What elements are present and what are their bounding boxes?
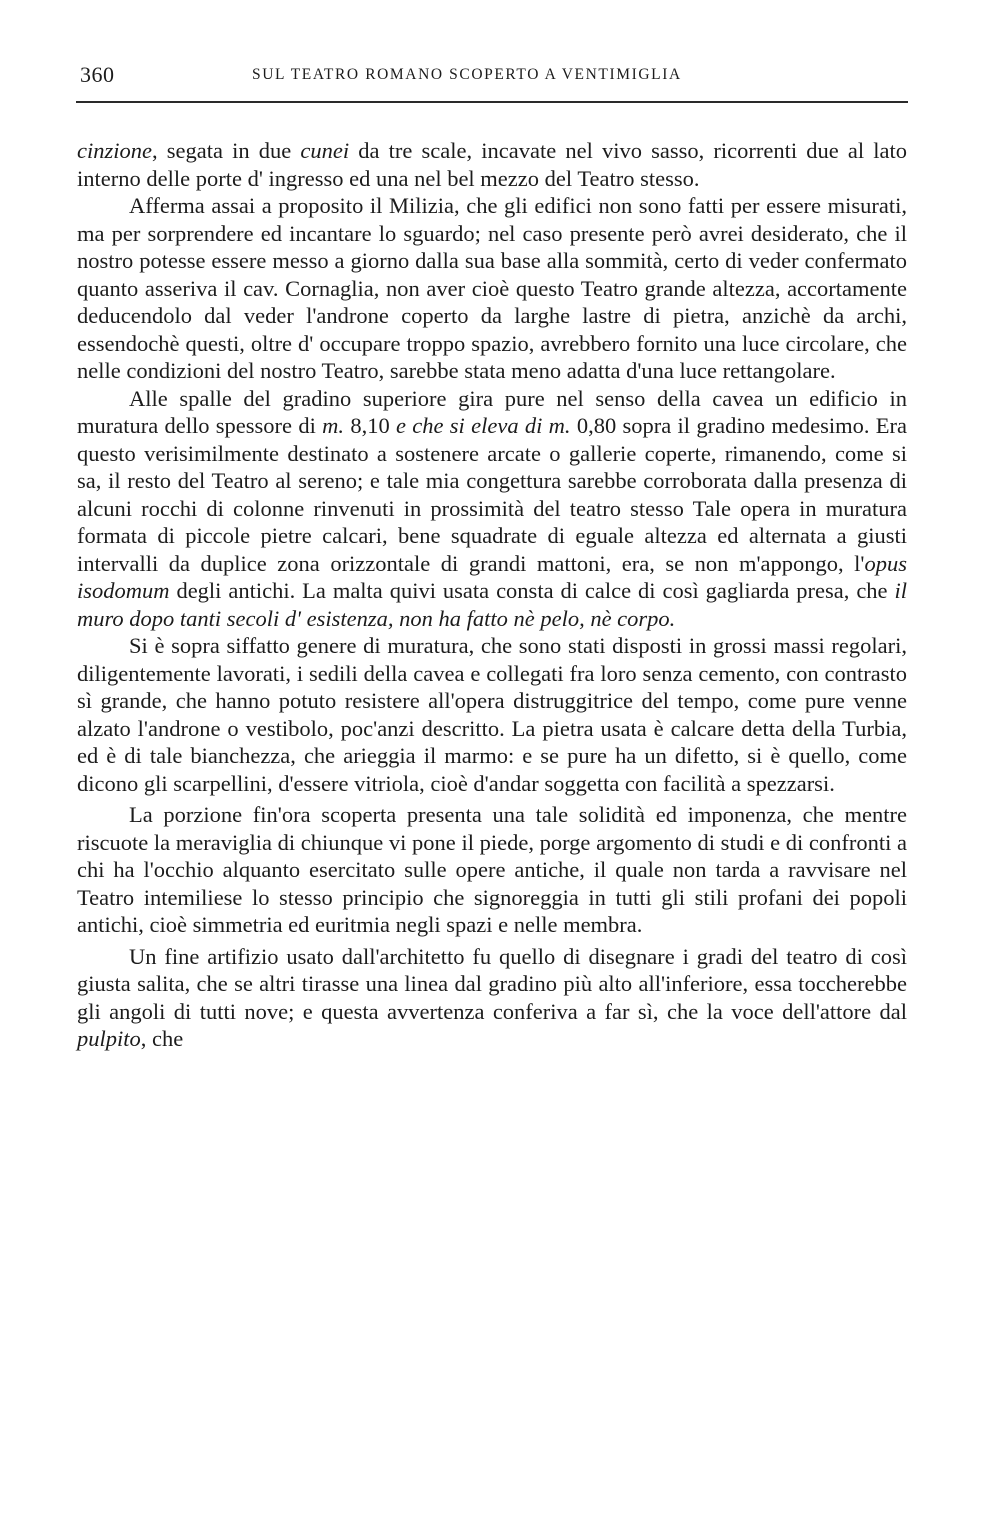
text-run: La porzione fin'ora scoperta presenta una tale solidità ed imponenza, che mentre riscuote la meraviglia di chiunque vi pone il piede, porge argomento di studi e di confronti a chi ha l'occhio alquanto esercitato sulle opere antiche, il quale non tarda a ravvisare nel Teatro intemiliese lo stesso principio che signoreggia in tutti gli stili profani dei popoli antichi, cioè simmetria ed euritmia negli spazi e nelle membra. — [77, 802, 907, 937]
paragraph — [77, 943, 907, 1053]
header-rule — [76, 101, 908, 103]
page-number: 360 — [80, 62, 115, 87]
italic-text: cinzione — [77, 138, 152, 163]
paragraph — [77, 192, 907, 385]
italic-text: pulpito — [77, 1026, 141, 1051]
paragraph — [77, 385, 907, 633]
italic-text: cunei — [300, 138, 350, 163]
italic-text: m. — [322, 413, 345, 438]
paragraph — [77, 137, 907, 192]
text-run: , che — [140, 1026, 184, 1051]
text-run: Alle spalle del gradino superiore gira pure nel senso della cavea un edificio in muratura dello spessore di — [77, 385, 907, 438]
body-text — [77, 137, 907, 1053]
text-run: degli antichi. La malta quivi usata consta di calce di così gagliarda presa, che — [169, 578, 895, 603]
paragraph — [77, 632, 907, 797]
italic-text: opus isodomum — [77, 550, 907, 603]
running-head — [80, 62, 906, 92]
text-run: , segata in due — [151, 138, 301, 163]
paragraph — [77, 801, 907, 939]
italic-text: il muro dopo tanti secoli d' esistenza, non ha fatto nè pelo, nè corpo. — [77, 578, 907, 631]
running-title: SUL TEATRO ROMANO SCOPERTO A VENTIMIGLIA — [252, 66, 682, 83]
text-run: Si è sopra siffatto genere di muratura, che sono stati disposti in grossi massi regolari, diligentemente lavorati, i sedili della cavea e collegati fra loro senza cemento, con contrasto sì grande, che hanno potuto resistere all'opera distruggitrice del tempo, come pure venne alzato l'androne o vestibolo, poc'anzi descritto. La pietra usata è calcare detta della Turbia, ed è di tale bianchezza, che arieggia il marmo: e se pure ha un difetto, si è quello, come dicono gli scarpellini, d'essere vitriola, cioè d'andar soggetta con facilità a spezzarsi. — [77, 633, 907, 796]
text-run: da tre scale, incavate nel vivo sasso, ricorrenti due al lato interno delle porte d' ingresso ed una nel bel mezzo del Teatro stesso. — [77, 138, 907, 191]
italic-text: e che si eleva di m. — [396, 413, 571, 438]
text-run: Afferma assai a proposito il Milizia, che gli edifici non sono fatti per essere misurati, ma per sorprendere ed incantare lo sguardo; nel caso presente però avrei desiderato, che il nostro potesse essere messo a giorno dalla sua base alla sommità, certo di veder confermato quanto asseriva il cav. Cornaglia, non aver cioè questo Teatro grande altezza, accortamente deducendolo dal veder l'androne coperto da larghe lastre di pietra, anzichè da archi, essendochè questi, oltre d' occupare troppo spazio, avrebbero fornito una luce circolare, che nelle condizioni del nostro Teatro, sarebbe stata meno adatta d'una luce rettangolare. — [77, 193, 907, 383]
text-run: Un fine artifizio usato dall'architetto fu quello di disegnare i gradi del teatro di così giusta salita, che se altri tirasse una linea dal gradino più alto all'inferiore, essa toccherebbe gli angoli di tutti nove; e questa avvertenza conferiva a far sì, che la voce dell'attore dal — [77, 943, 907, 1024]
text-run: 8,10 — [344, 413, 396, 438]
text-run: 0,80 sopra il gradino medesimo. Era questo verisimilmente destinato a sostenere arcate o gallerie coperte, rimanendo, come si sa, il resto del Teatro al sereno; e tale mia congettura sarebbe corroborata dalla presenza di alcuni rocchi di colonne rinvenuti in prossimità del teatro stesso Tale opera in muratura formata di piccole pietre calcari, bene squadrate di eguale altezza ed alternata a giusti intervalli da duplice zona orizzontale di grandi mattoni, era, se non m'appongo, l' — [77, 413, 908, 576]
